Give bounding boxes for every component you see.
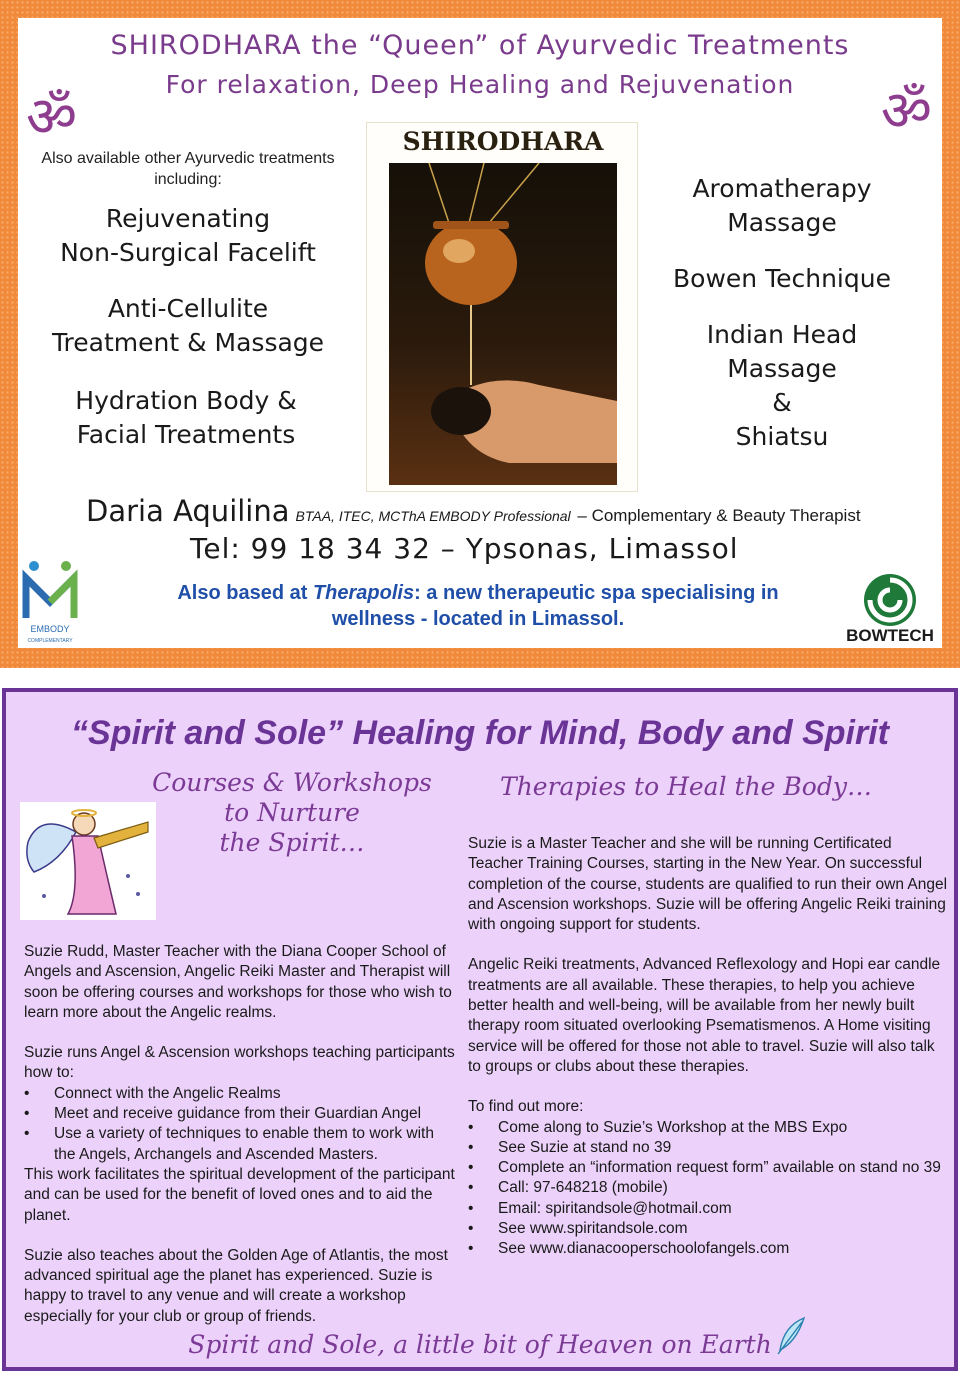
also-available-note: Also available other Ayurvedic treatments including: (41, 150, 335, 188)
service-hydration (18, 384, 356, 452)
workshop-bullets (24, 1084, 456, 1165)
shirodhara-illustration (389, 163, 617, 485)
therapist-role: – Complementary & Beauty Therapist (572, 506, 861, 525)
intro-paragraph: Suzie Rudd, Master Teacher with the Diana Cooper School of Angels and Ascension, Angelic Reiki Master and Therapist will soon be offering courses and workshops for those who wish to learn more about the Angelic realms. (24, 943, 452, 1021)
service-line: Massage (727, 354, 837, 383)
flyer-title: “Spirit and Sole” Healing for Mind, Body and Spirit (71, 714, 889, 752)
advert-title: SHIRODHARA the “Queen” of Ayurvedic Treatments (110, 30, 850, 61)
list-item: • Complete an “information request form” available on stand no 39 (468, 1158, 948, 1178)
list-item: • Connect with the Angelic Realms (24, 1084, 456, 1104)
list-item: • Meet and receive guidance from their Guardian Angel (24, 1104, 456, 1124)
list-item: • See www.spiritandsole.com (468, 1219, 948, 1239)
service-aromatherapy (642, 172, 922, 240)
therapies-heading: Therapies to Heal the Body… (500, 772, 872, 801)
list-item: • Use a variety of techniques to enable them to work with the Angels, Archangels and Ascended Masters. (24, 1124, 456, 1165)
based-rest: : a new therapeutic spa specialising in (414, 582, 779, 604)
shirodhara-advert (0, 0, 960, 668)
service-line: Aromatherapy (692, 174, 872, 203)
service-anti-cellulite (18, 292, 358, 360)
therapist-name-line (86, 494, 936, 528)
based-line2: wellness - located in Limassol. (331, 608, 625, 630)
service-line: Anti-Cellulite (107, 294, 269, 323)
embody-logo-subtext: COMPLEMENTARY (27, 638, 73, 644)
courses-heading-line: the Spirit… (219, 828, 365, 857)
telephone-line: Tel: 99 18 34 32 – Ypsonas, Limassol (190, 532, 739, 565)
workshops-intro: Suzie runs Angel & Ascension workshops teaching participants how to: (24, 1044, 455, 1082)
list-item: • See Suzie at stand no 39 (468, 1138, 948, 1158)
treatments-paragraph: Angelic Reiki treatments, Advanced Reflexology and Hopi ear candle treatments are all available. These therapies, to help you achieve better health and well-being, will be available from her newly built therapy room situated overlooking Psematismenos. A Home visiting service will be offered for those not able to travel. Suzie will also talk to groups or clubs about these therapies. (468, 956, 941, 1075)
embody-logo-text: EMBODY (30, 624, 70, 634)
list-item: • Call: 97-648218 (mobile) (468, 1178, 948, 1198)
service-line: & (772, 388, 792, 417)
embody-logo (20, 558, 80, 644)
therapies-column (468, 834, 948, 1260)
feather-icon (774, 1316, 808, 1356)
spirit-and-sole-flyer (2, 688, 958, 1371)
bowtech-logo-text: BOWTECH (846, 626, 934, 645)
advert-subtitle: For relaxation, Deep Healing and Rejuvenation (165, 70, 795, 99)
courses-heading (142, 768, 442, 858)
embody-logo-icon (20, 558, 80, 644)
service-indian-head (642, 318, 922, 454)
service-line: Hydration Body & (75, 386, 297, 415)
courses-column (24, 942, 456, 1327)
om-symbol-icon: ॐ (880, 79, 932, 144)
teacher-paragraph: Suzie is a Master Teacher and she will be running Certificated Teacher Training Courses, starting in the New Year. On successful completion of the course, students are qualified to run their own Angel and Ascension workshops. Suzie will be offering Angelic Reiki training with ongoing support for students. (468, 835, 948, 934)
service-line: Treatment & Massage (51, 328, 325, 357)
om-symbol-icon: ॐ (26, 85, 78, 150)
feather-icon-graphic (774, 1316, 808, 1356)
based-venue: Therapolis (312, 582, 415, 604)
photo-caption: SHIRODHARA (402, 127, 604, 156)
list-item: • Email: spiritandsole@hotmail.com (468, 1199, 948, 1219)
advert-panel (18, 18, 942, 648)
courses-heading-line: to Nurture (224, 798, 360, 827)
angel-icon (20, 802, 156, 920)
therapolis-note (148, 580, 808, 632)
shirodhara-photo (389, 163, 617, 485)
service-line: Massage (727, 208, 837, 237)
service-facelift (18, 202, 358, 270)
flyer-footer: Spirit and Sole, a little bit of Heaven on Earth (188, 1330, 772, 1359)
service-line: Indian Head (706, 320, 858, 349)
atlantis-paragraph: Suzie also teaches about the Golden Age of Atlantis, the most advanced spiritual age the planet has experienced. Suzie is happy to travel to any venue and will create a workshop especially for your club or group of friends. (24, 1246, 448, 1325)
list-item: • Come along to Suzie’s Workshop at the MBS Expo (468, 1118, 948, 1138)
find-out-more: To find out more: (468, 1098, 584, 1116)
shirodhara-photo-frame (366, 122, 638, 492)
list-item: • See www.dianacooperschoolofangels.com (468, 1239, 948, 1259)
service-line: Bowen Technique (673, 264, 891, 293)
bowtech-logo (844, 570, 936, 646)
angel-illustration (20, 802, 156, 920)
service-bowen (642, 262, 922, 296)
bowtech-swirl-icon (862, 572, 918, 628)
service-line: Rejuvenating (105, 204, 271, 233)
contact-bullets (468, 1118, 948, 1260)
based-prefix: Also based at (177, 582, 313, 604)
therapist-name: Daria Aquilina (86, 494, 290, 528)
courses-heading-line: Courses & Workshops (152, 768, 432, 797)
service-line: Shiatsu (735, 422, 829, 451)
service-line: Non-Surgical Facelift (60, 238, 316, 267)
facilitates-paragraph: This work facilitates the spiritual development of the participant and can be used for the benefit of loved ones and to aid the planet. (24, 1165, 455, 1224)
service-line: Facial Treatments (76, 420, 296, 449)
therapist-credentials: BTAA, ITEC, MCThA EMBODY Professional (295, 508, 571, 524)
